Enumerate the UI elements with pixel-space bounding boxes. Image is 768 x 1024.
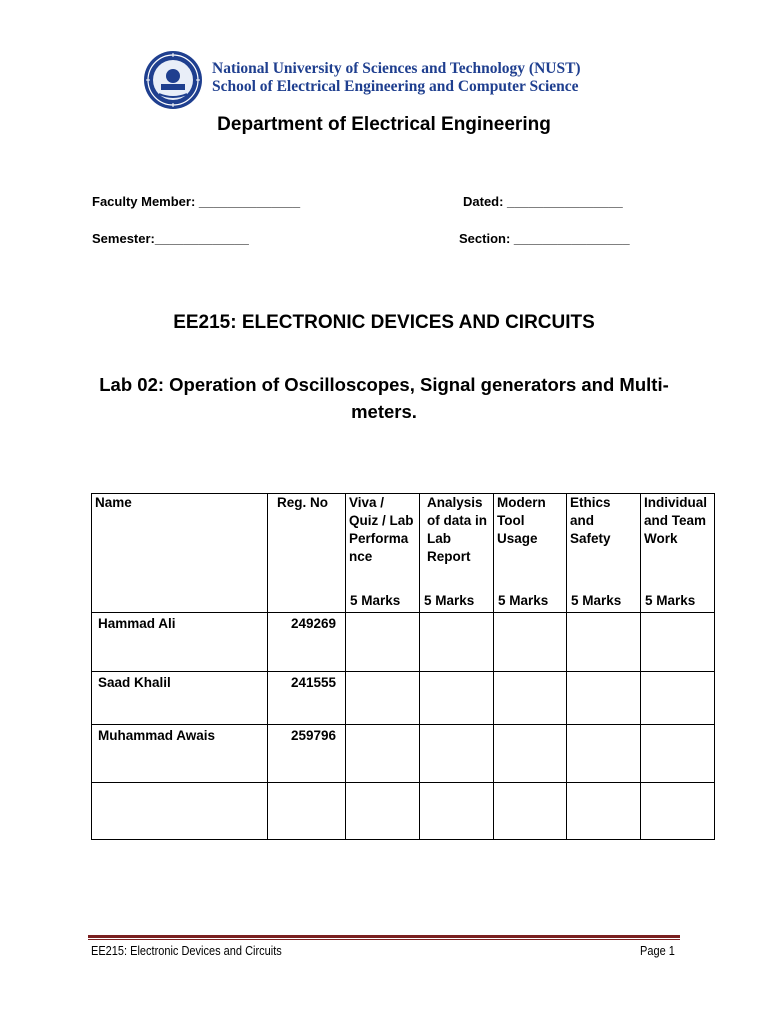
score-cell bbox=[420, 672, 494, 725]
score-cell bbox=[420, 783, 494, 840]
name-cell bbox=[92, 672, 268, 725]
marks-label: 5 Marks bbox=[645, 593, 696, 608]
header-label: Analysis of data in Lab Report bbox=[427, 495, 487, 564]
table-row bbox=[92, 783, 715, 840]
header-label: Name bbox=[95, 495, 132, 510]
marks-table bbox=[91, 493, 715, 840]
score-cell bbox=[346, 783, 420, 840]
header-label: Ethics and Safety bbox=[570, 495, 611, 546]
header-cell-modern-tool bbox=[494, 494, 567, 613]
table-row bbox=[92, 725, 715, 783]
score-cell bbox=[494, 725, 567, 783]
header-label: Viva / Quiz / Lab Performa nce bbox=[349, 495, 414, 564]
course-title: EE215: ELECTRONIC DEVICES AND CIRCUITS bbox=[173, 312, 595, 333]
footer-divider bbox=[88, 935, 680, 938]
score-cell bbox=[346, 672, 420, 725]
school-name: School of Electrical Engineering and Computer Science bbox=[212, 78, 579, 95]
header-cell-name bbox=[92, 494, 268, 613]
reg-cell bbox=[268, 613, 346, 672]
score-cell bbox=[641, 725, 715, 783]
footer-course-name: EE215: Electronic Devices and Circuits bbox=[91, 944, 282, 958]
footer-divider-thin bbox=[88, 939, 680, 940]
header-cell-reg bbox=[268, 494, 346, 613]
student-name: Muhammad Awais bbox=[98, 728, 216, 743]
section-field: Section: ________________ bbox=[459, 231, 630, 246]
table-row bbox=[92, 613, 715, 672]
marks-label: 5 Marks bbox=[350, 593, 401, 608]
score-cell bbox=[346, 725, 420, 783]
marks-label: 5 Marks bbox=[424, 593, 475, 608]
score-cell bbox=[641, 783, 715, 840]
reg-cell bbox=[268, 783, 346, 840]
header-cell-analysis bbox=[420, 494, 494, 613]
header-cell-ethics bbox=[567, 494, 641, 613]
dated-field: Dated: ________________ bbox=[463, 194, 623, 209]
marks-label: 5 Marks bbox=[571, 593, 622, 608]
nust-logo-icon bbox=[143, 50, 203, 110]
score-cell bbox=[567, 783, 641, 840]
score-cell bbox=[346, 613, 420, 672]
header-label: Individual and Team Work bbox=[644, 495, 708, 546]
reg-cell bbox=[268, 672, 346, 725]
student-name: Saad Khalil bbox=[98, 675, 171, 690]
score-cell bbox=[420, 613, 494, 672]
footer-page-number: Page 1 bbox=[640, 944, 675, 958]
score-cell bbox=[420, 725, 494, 783]
reg-number: 259796 bbox=[290, 728, 336, 743]
lab-title: Lab 02: Operation of Oscilloscopes, Signal generators and Multi-meters. bbox=[99, 374, 669, 422]
score-cell bbox=[567, 725, 641, 783]
student-name: Hammad Ali bbox=[98, 616, 176, 631]
name-cell bbox=[92, 613, 268, 672]
reg-number: 249269 bbox=[290, 616, 336, 631]
name-cell bbox=[92, 783, 268, 840]
table-header-row bbox=[92, 494, 715, 613]
header-label: Modern Tool Usage bbox=[497, 495, 546, 546]
name-cell bbox=[92, 725, 268, 783]
reg-number: 241555 bbox=[290, 675, 336, 690]
score-cell bbox=[494, 783, 567, 840]
table-row bbox=[92, 672, 715, 725]
faculty-member-field: Faculty Member: ______________ bbox=[92, 194, 301, 209]
university-name: National University of Sciences and Technology (NUST) bbox=[212, 60, 581, 77]
score-cell bbox=[641, 672, 715, 725]
header-label: Reg. No bbox=[277, 495, 329, 510]
header-cell-team-work bbox=[641, 494, 715, 613]
semester-field: Semester:_____________ bbox=[92, 231, 249, 246]
marks-label: 5 Marks bbox=[498, 593, 549, 608]
score-cell bbox=[641, 613, 715, 672]
score-cell bbox=[567, 613, 641, 672]
score-cell bbox=[494, 613, 567, 672]
department-title: Department of Electrical Engineering bbox=[217, 114, 551, 135]
reg-cell bbox=[268, 725, 346, 783]
score-cell bbox=[494, 672, 567, 725]
header-cell-viva bbox=[346, 494, 420, 613]
score-cell bbox=[567, 672, 641, 725]
